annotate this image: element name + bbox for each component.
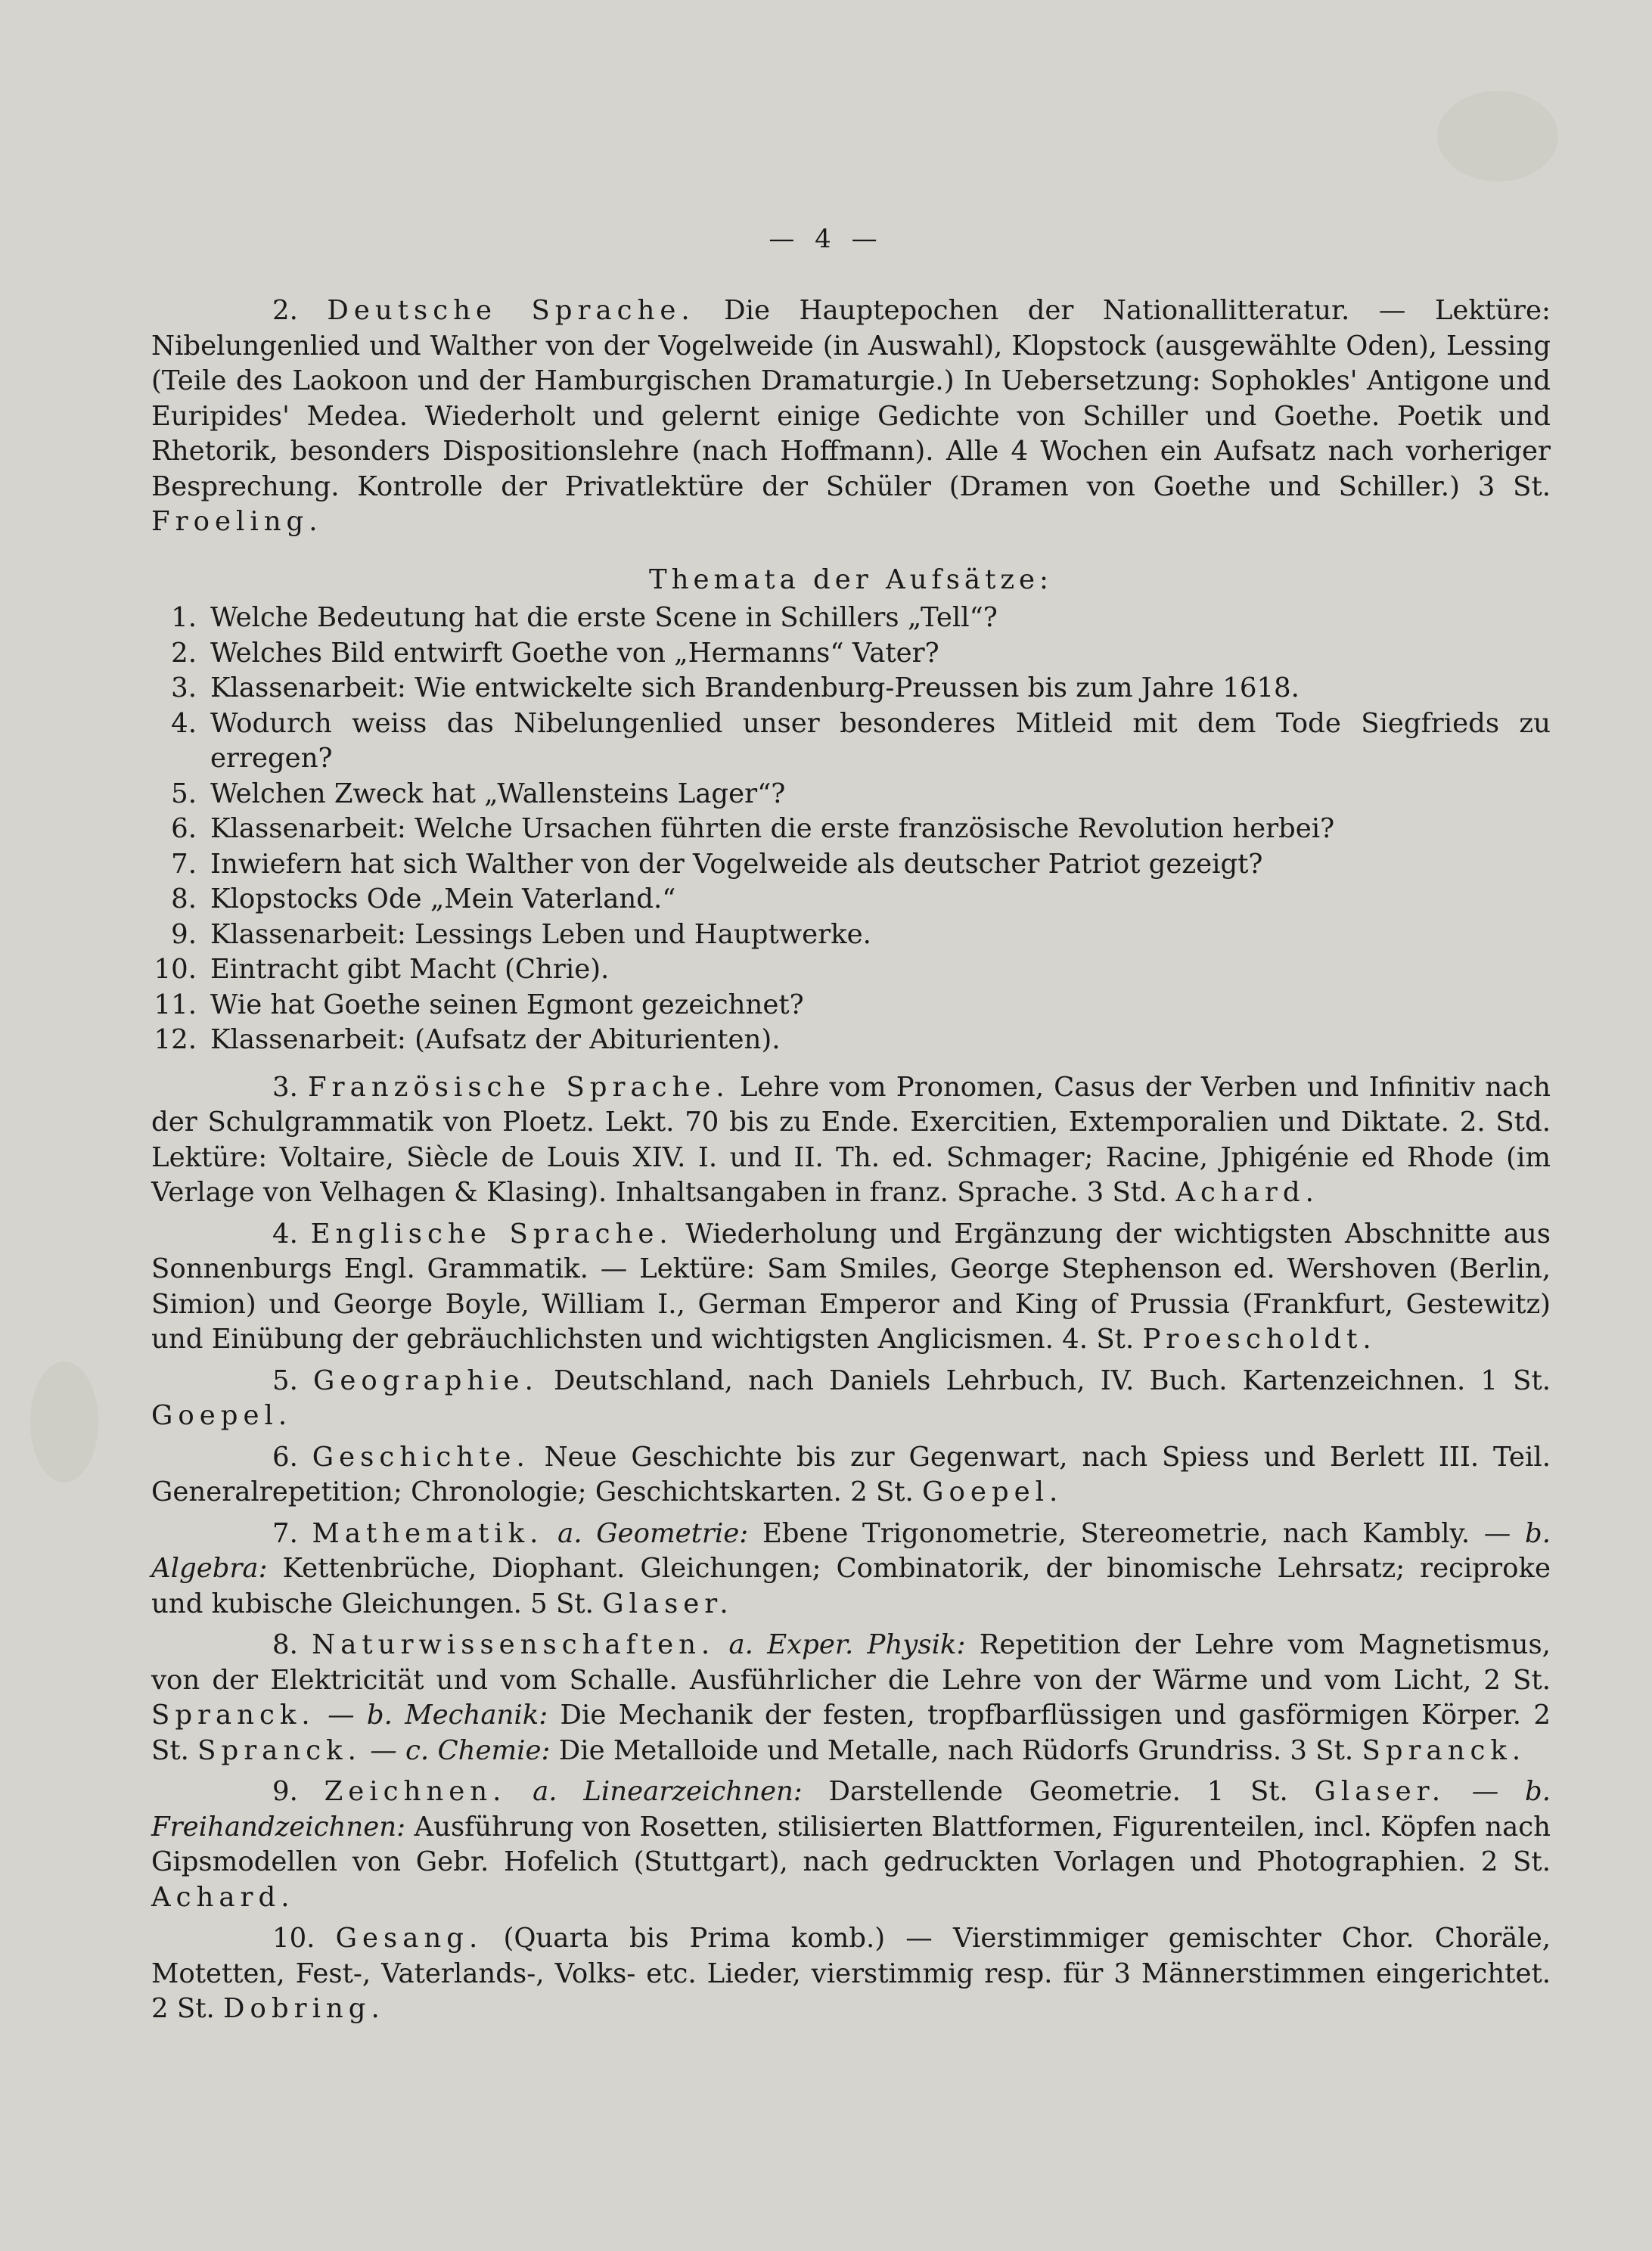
section-number: 8. xyxy=(272,1629,298,1660)
subsection-title: Exper. Physik: xyxy=(767,1629,966,1660)
section-text: Deutschland, nach Daniels Lehrbuch, IV. Buch. Kartenzeichnen. 1 St. xyxy=(554,1365,1551,1396)
teacher-name: Glaser. xyxy=(602,1588,734,1619)
section-number: 3. xyxy=(272,1071,298,1103)
item-number: 7. xyxy=(171,848,197,880)
subsection-label: a. xyxy=(557,1517,582,1549)
section-franzoesische-sprache xyxy=(151,1070,1551,1211)
themata-heading: Themata der Aufsätze: xyxy=(648,564,1054,595)
list-item xyxy=(151,777,1551,812)
list-item xyxy=(151,671,1551,706)
section-number: 10. xyxy=(272,1923,315,1954)
subsection-label: b. xyxy=(1524,1517,1551,1549)
section-naturwissenschaften xyxy=(151,1628,1551,1768)
list-item xyxy=(151,952,1551,988)
subsection-title: Chemie: xyxy=(437,1734,551,1766)
teacher-name: Froeling. xyxy=(151,506,323,537)
subsection-label: a. xyxy=(728,1629,753,1660)
section-geschichte xyxy=(151,1440,1551,1510)
teacher-name: Dobring. xyxy=(223,1993,385,2024)
item-number: 10. xyxy=(154,954,197,985)
subsection-text: Ausführung von Rosetten, stilisierten Blattformen, Figurenteilen, incl. Köpfen nach Gipsmodellen von Gebr. Hofelich (Stuttgart), nach gedruckten Vorlagen und Photographien. 2 St. xyxy=(151,1811,1551,1877)
subsection-title: Geometrie: xyxy=(596,1517,749,1549)
item-text: Wie hat Goethe seinen Egmont gezeichnet? xyxy=(210,989,804,1020)
item-number: 8. xyxy=(171,883,197,914)
section-gesang xyxy=(151,1921,1551,2027)
section-zeichnen xyxy=(151,1774,1551,1915)
section-number: 5. xyxy=(272,1365,298,1396)
subsection-title: Freihandzeichnen: xyxy=(151,1811,406,1843)
section-number: 9. xyxy=(272,1776,298,1807)
section-text: Neue Geschichte bis zur Gegenwart, nach Spiess und Berlett III. Teil. Generalrepetition; Chronologie; Geschichtskarten. 2 St. xyxy=(151,1441,1551,1507)
list-item xyxy=(151,988,1551,1023)
list-item xyxy=(151,706,1551,777)
subsection-label: — b. xyxy=(328,1700,393,1731)
section-title: Geographie. xyxy=(313,1365,539,1396)
subsection-title: Linearzeichnen: xyxy=(583,1776,803,1807)
list-item xyxy=(151,882,1551,917)
section-geographie xyxy=(151,1364,1551,1434)
list-item xyxy=(151,1023,1551,1058)
teacher-name: Achard. xyxy=(1175,1177,1319,1208)
section-number: 2. xyxy=(272,295,298,326)
themata-list xyxy=(151,601,1551,1058)
teacher-name: Achard. xyxy=(151,1881,295,1913)
teacher-name: Spranck. xyxy=(1362,1734,1526,1766)
teacher-name: Spranck. xyxy=(151,1700,315,1731)
section-mathematik xyxy=(151,1517,1551,1622)
section-title: Gesang. xyxy=(335,1923,483,1954)
paper-stain xyxy=(1437,91,1558,182)
list-item xyxy=(151,601,1551,636)
subsection-text: Repetition der Lehre vom Magnetismus, von der Elektricität und vom Schalle. Ausführlicher die Lehre von der Wärme und vom Licht, 2 St. xyxy=(151,1629,1551,1696)
item-number: 1. xyxy=(171,602,197,633)
item-number: 2. xyxy=(171,637,197,669)
list-item xyxy=(151,636,1551,672)
item-text: Inwiefern hat sich Walther von der Vogelweide als deutscher Patriot gezeigt? xyxy=(210,848,1263,880)
subsection-title: Algebra: xyxy=(151,1553,268,1584)
item-text: Welchen Zweck hat „Wallensteins Lager“? xyxy=(210,778,786,809)
item-number: 6. xyxy=(171,813,197,844)
item-text: Klopstocks Ode „Mein Vaterland.“ xyxy=(210,883,676,914)
section-number: 4. xyxy=(272,1218,298,1250)
section-title: Englische Sprache. xyxy=(310,1218,673,1250)
section-title: Geschichte. xyxy=(312,1441,530,1473)
item-text: Welche Bedeutung hat die erste Scene in Schillers „Tell“? xyxy=(210,602,998,633)
teacher-name: Goepel. xyxy=(922,1476,1064,1507)
item-number: 3. xyxy=(171,672,197,703)
item-number: 5. xyxy=(171,778,197,809)
teacher-name: Proescholdt. xyxy=(1142,1324,1377,1355)
section-title: Französische Sprache. xyxy=(308,1071,730,1103)
section-englische-sprache xyxy=(151,1217,1551,1358)
subsection-text: Darstellende Geometrie. 1 St. xyxy=(828,1776,1288,1807)
subsection-title: Mechanik: xyxy=(405,1700,548,1731)
item-text: Klassenarbeit: (Aufsatz der Abiturienten). xyxy=(210,1024,781,1055)
item-text: Eintracht gibt Macht (Chrie). xyxy=(210,954,610,985)
page-body xyxy=(151,293,1551,2027)
list-item xyxy=(151,847,1551,883)
teacher-name: Spranck. xyxy=(197,1734,362,1766)
item-number: 11. xyxy=(154,989,197,1020)
section-deutsche-sprache xyxy=(151,293,1551,540)
section-number: 6. xyxy=(272,1441,298,1473)
list-item xyxy=(151,917,1551,953)
teacher-name: Glaser. xyxy=(1314,1776,1446,1807)
page-number: — 4 — xyxy=(769,224,883,254)
subsection-text: Die Mechanik der festen, tropfbarflüssigen und gasförmigen Körper. 2 St. xyxy=(151,1700,1551,1766)
item-number: 9. xyxy=(171,918,197,950)
subsection-text: Die Metalloide und Metalle, nach Rüdorfs Grundriss. 3 St. xyxy=(558,1734,1354,1766)
subsection-label: a. xyxy=(533,1776,557,1807)
item-text: Klassenarbeit: Wie entwickelte sich Brandenburg-Preussen bis zum Jahre 1618. xyxy=(210,672,1300,703)
item-text: Wodurch weiss das Nibelungenlied unser besonderes Mitleid mit dem Tode Siegfrieds zu erregen? xyxy=(210,707,1551,774)
section-text: Die Hauptepochen der Nationallitteratur. — Lektüre: Nibelungenlied und Walther von der Vogelweide (in Auswahl), Klopstock (ausgewählte Oden), Lessing (Teile des Laokoon und der Hamburgischen Dramaturgie.) In Uebersetzung: Sophokles' Antigone und Euripides' Medea. Wiederholt und gelernt einige Gedichte von Schiller und Goethe. Poetik und Rhetorik, besonders Dispositionslehre (nach Hoffmann). Alle 4 Wochen ein Aufsatz nach vorheriger Besprechung. Kontrolle der Privatlektüre der Schüler (Dramen von Goethe und Schiller.) 3 St. xyxy=(151,295,1551,502)
subsection-text: Kettenbrüche, Diophant. Gleichungen; Combinatorik, der binomische Lehrsatz; reciproke und kubische Gleichungen. 5 St. xyxy=(151,1553,1551,1619)
section-text: Lehre vom Pronomen, Casus der Verben und Infinitiv nach der Schulgrammatik von Ploetz. Lekt. 70 bis zu Ende. Exercitien, Extemporalien und Diktate. 2. Std. Lektüre: Voltaire, Siècle de Louis XIV. I. und II. Th. ed. Schmager; Racine, Jphigénie ed Rhode (im Verlage von Velhagen & Klasing). Inhaltsangaben in franz. Sprache. 3 Std. xyxy=(151,1071,1551,1208)
paper-stain xyxy=(30,1361,98,1483)
item-number: 4. xyxy=(171,707,197,739)
section-number: 7. xyxy=(272,1517,298,1549)
list-item xyxy=(151,812,1551,847)
section-title: Zeichnen. xyxy=(324,1776,507,1807)
section-text: (Quarta bis Prima komb.) — Vierstimmiger gemischter Chor. Choräle, Motetten, Fest-, Vaterlands-, Volks- etc. Lieder, vierstimmig resp. für 3 Männerstimmen eingerichtet. 2 St. xyxy=(151,1923,1551,2024)
subsection-label: — c. xyxy=(370,1734,430,1766)
teacher-name: Goepel. xyxy=(151,1400,293,1431)
item-number: 12. xyxy=(154,1024,197,1055)
subsection-text: Ebene Trigonometrie, Stereometrie, nach Kambly. — xyxy=(762,1517,1511,1549)
section-title: Deutsche Sprache. xyxy=(327,295,695,326)
section-title: Naturwissenschaften. xyxy=(312,1629,716,1660)
item-text: Klassenarbeit: Welche Ursachen führten die erste französische Revolution herbei? xyxy=(210,813,1335,844)
section-title: Mathematik. xyxy=(312,1517,544,1549)
item-text: Klassenarbeit: Lessings Leben und Hauptwerke. xyxy=(210,918,871,950)
section-text: Wiederholung und Ergänzung der wichtigsten Abschnitte aus Sonnenburgs Engl. Grammatik. — Lektüre: Sam Smiles, George Stephenson ed. Wershoven (Berlin, Simion) und George Boyle, William I., German Emperor and King of Prussia (Frankfurt, Gestewitz) und Einübung der gebräuchlichsten und wichtigsten Anglicismen. 4. St. xyxy=(151,1218,1551,1355)
subsection-label: — b. xyxy=(1471,1776,1551,1807)
item-text: Welches Bild entwirft Goethe von „Hermanns“ Vater? xyxy=(210,637,939,669)
